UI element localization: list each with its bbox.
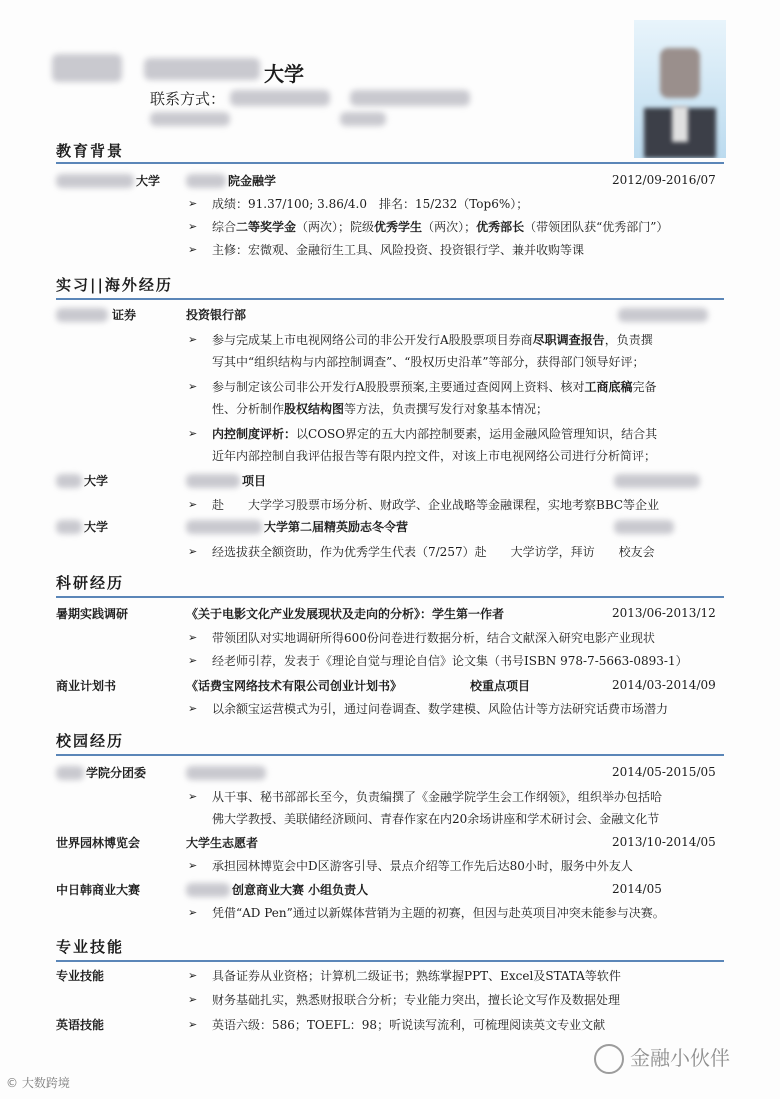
- edu-bullet-3: 主修：宏微观、金融衍生工具、风险投资、投资银行学、兼并收购等课: [212, 243, 585, 257]
- abroad2-proj-blur: [186, 520, 262, 534]
- abroad1-school: 大学: [84, 474, 109, 488]
- bullet-arrow-icon: ➢: [188, 220, 198, 233]
- edu-date: 2012/09-2016/07: [612, 173, 716, 187]
- intern-date-blur: [618, 308, 708, 322]
- section-title-internship: 实习||海外经历: [56, 276, 173, 294]
- research-2-date: 2014/03-2014/09: [612, 678, 716, 692]
- campus-3-bullet-1: 凭借“AD Pen”通过以新媒体营销为主题的初赛，但因与赴英项目冲突未能参与决赛。: [212, 906, 665, 920]
- intern-firm: 证券: [112, 308, 137, 322]
- bullet-arrow-icon: ➢: [188, 197, 198, 210]
- edu-school-blur: [56, 174, 134, 188]
- section-divider: [56, 298, 724, 300]
- abroad2-bullet: 经选拔获全额资助，作为优秀学生代表（7/257）赴 大学访学，拜访 校友会: [212, 545, 655, 559]
- campus-2-role: 大学生志愿者: [186, 836, 259, 850]
- bullet-arrow-icon: ➢: [188, 243, 198, 256]
- skills-1-label: 专业技能: [56, 969, 105, 983]
- research-1-title: 《关于电影文化产业发展现状及走向的分析》：学生第一作者: [186, 607, 505, 621]
- abroad2-date-blur: [614, 520, 674, 534]
- abroad2-project: 大学第二届精英励志冬令营: [264, 520, 409, 534]
- research-1-date: 2013/06-2013/12: [612, 606, 716, 620]
- intern-bullet-2-cont: 性、分析制作股权结构图等方法，负责撰写发行对象基本情况；: [212, 402, 549, 416]
- bullet-arrow-icon: ➢: [188, 1018, 198, 1031]
- profile-photo: [634, 20, 726, 158]
- research-2-label: 商业计划书: [56, 679, 117, 693]
- bullet-arrow-icon: ➢: [188, 498, 198, 511]
- section-title-education: 教育背景: [56, 142, 125, 160]
- intern-bullet-3: 内控制度评析：以COSO界定的五大内部控制要素，运用金融风险管理知识，结合其: [212, 427, 658, 441]
- campus-2-bullet-1: 承担园林博览会中D区游客引导、景点介绍等工作先后达80小时，服务中外友人: [212, 859, 633, 873]
- campus-1-bullet-1-cont: 佛大学教授、美联储经济顾问、青春作家在内20余场讲座和学术研讨会、金融文化节: [212, 812, 660, 826]
- campus-2-label: 世界园林博览会: [56, 836, 141, 850]
- university-blur: [144, 58, 260, 80]
- university-suffix: 大学: [264, 62, 304, 86]
- abroad2-school: 大学: [84, 520, 109, 534]
- skills-1-bullet-1: 具备证券从业资格；计算机二级证书；熟练掌握PPT、Excel及STATA等软件: [212, 969, 621, 983]
- campus-3-role-blur: [186, 883, 230, 897]
- section-divider: [56, 960, 724, 962]
- campus-3-label: 中日韩商业大赛: [56, 883, 141, 897]
- section-divider: [56, 596, 724, 598]
- bullet-arrow-icon: ➢: [188, 790, 198, 803]
- intern-dept: 投资银行部: [186, 308, 247, 322]
- abroad1-bullet: 赴 大学学习股票市场分析、财政学、企业战略等金融课程，实地考察BBC等企业: [212, 498, 660, 512]
- research-2-tag: 校重点项目: [470, 679, 531, 693]
- bullet-arrow-icon: ➢: [188, 859, 198, 872]
- campus-1-role-blur: [186, 766, 266, 780]
- corner-watermark: © 大数跨境: [6, 1076, 70, 1090]
- intern-bullet-1-cont: 写其中“组织结构与内部控制调查”、“股权历史沿革”等部分，获得部门领导好评；: [212, 355, 645, 369]
- intern-bullet-3-cont: 近年内部控制自我评估报告等有限内控文件，对该上市电视网络公司进行分析简评；: [212, 449, 657, 463]
- campus-1-bullet-1: 从干事、秘书部部长至今，负责编撰了《金融学院学生会工作纲领》，组织举办包括哈: [212, 790, 663, 804]
- section-title-research: 科研经历: [56, 574, 125, 592]
- edu-school: 大学: [136, 174, 161, 188]
- bullet-arrow-icon: ➢: [188, 993, 198, 1006]
- abroad1-school-blur: [56, 474, 82, 488]
- intern-bullet-1: 参与完成某上市电视网络公司的非公开发行A股股票项目券商尽职调查报告，负责撰: [212, 333, 653, 347]
- campus-3-date: 2014/05: [612, 882, 662, 896]
- bullet-arrow-icon: ➢: [188, 906, 198, 919]
- bullet-arrow-icon: ➢: [188, 969, 198, 982]
- section-title-campus: 校园经历: [56, 732, 125, 750]
- contact-label: 联系方式：: [150, 90, 226, 108]
- bullet-arrow-icon: ➢: [188, 654, 198, 667]
- section-title-skills: 专业技能: [56, 938, 125, 956]
- abroad2-school-blur: [56, 520, 82, 534]
- contact-blur-1: [230, 90, 330, 106]
- research-1-label: 暑期实践调研: [56, 607, 129, 621]
- research-1-bullet-2: 经老师引荐，发表于《理论自觉与理论自信》论文集（书号ISBN 978-7-5663-0893-1）: [212, 654, 688, 668]
- campus-3-role: 创意商业大赛 小组负责人: [232, 883, 369, 897]
- abroad1-proj-blur: [186, 474, 240, 488]
- abroad1-date-blur: [614, 474, 700, 488]
- skills-1-bullet-2: 财务基础扎实，熟悉财报联合分析；专业能力突出，擅长论文写作及数据处理: [212, 993, 621, 1007]
- bullet-arrow-icon: ➢: [188, 702, 198, 715]
- skills-2-label: 英语技能: [56, 1018, 105, 1032]
- brand-watermark: 金融小伙伴: [630, 1046, 730, 1070]
- intern-firm-blur: [56, 308, 108, 322]
- research-2-bullet-1: 以余额宝运营模式为引，通过问卷调查、数学建模、风险估计等方法研究话费市场潜力: [212, 702, 669, 716]
- research-2-title: 《话费宝网络技术有限公司创业计划书》: [186, 679, 403, 693]
- research-1-bullet-1: 带领团队对实地调研所得600份问卷进行数据分析，结合文献深入研究电影产业现状: [212, 631, 655, 645]
- skills-2-bullet-1: 英语六级：586；TOEFL：98；听说读写流利，可梳理阅读英文专业文献: [212, 1018, 606, 1032]
- campus-1-label-blur: [56, 766, 84, 780]
- contact-blur-4: [340, 112, 386, 126]
- section-divider: [56, 754, 724, 756]
- contact-blur-3: [150, 112, 230, 126]
- bullet-arrow-icon: ➢: [188, 427, 198, 440]
- abroad1-project: 项目: [242, 474, 267, 488]
- bullet-arrow-icon: ➢: [188, 631, 198, 644]
- section-divider: [56, 162, 724, 164]
- edu-dept: 院金融学: [228, 174, 277, 188]
- bullet-arrow-icon: ➢: [188, 333, 198, 346]
- campus-1-label: 学院分团委: [86, 766, 147, 780]
- wechat-logo-icon: [594, 1044, 624, 1074]
- contact-blur-2: [350, 90, 470, 106]
- campus-1-date: 2014/05-2015/05: [612, 765, 716, 779]
- intern-bullet-2: 参与制定该公司非公开发行A股股票预案,主要通过查阅网上资料、核对工商底稿完备: [212, 380, 657, 394]
- bullet-arrow-icon: ➢: [188, 545, 198, 558]
- edu-bullet-2: 综合二等奖学金（两次）；院级优秀学生（两次）；优秀部长（带领团队获“优秀部门”）: [212, 220, 669, 234]
- name-blur: [52, 54, 122, 82]
- edu-dept-blur: [186, 174, 226, 188]
- bullet-arrow-icon: ➢: [188, 380, 198, 393]
- edu-bullet-1: 成绩：91.37/100; 3.86/4.0 排名：15/232（Top6%）；: [212, 197, 529, 211]
- campus-2-date: 2013/10-2014/05: [612, 835, 716, 849]
